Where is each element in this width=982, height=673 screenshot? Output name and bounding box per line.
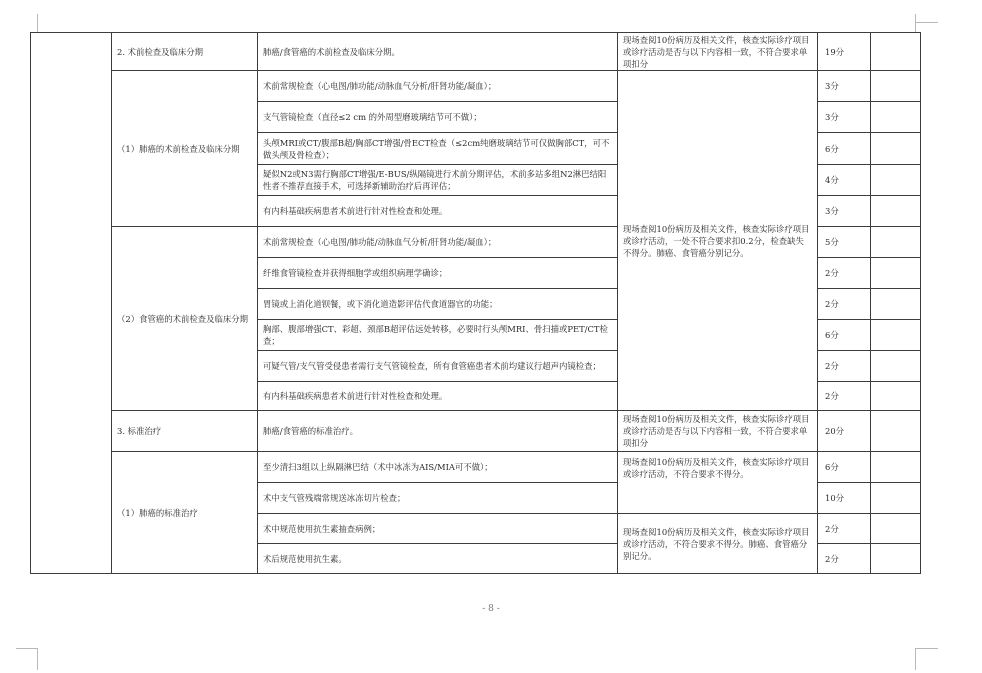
crop-mark-bottom-left-h: [16, 648, 38, 649]
remark-cell: [871, 483, 921, 514]
remark-cell: [871, 102, 921, 133]
score-cell: 2分: [818, 382, 871, 411]
score-cell: 6分: [818, 452, 871, 483]
score-cell: 5分: [818, 227, 871, 258]
crop-mark-top-right-h: [915, 14, 916, 32]
table-row: [31, 71, 921, 102]
score-cell: 6分: [818, 320, 871, 351]
table-row: [31, 452, 921, 483]
item-text: 纤维食管镜检查并获得细胞学或组织病理学确诊；: [258, 258, 618, 289]
item-text: 术后规范使用抗生素。: [258, 544, 618, 574]
remark-cell: [871, 196, 921, 227]
score-cell: 3分: [818, 102, 871, 133]
page-number: - 8 -: [482, 604, 500, 614]
section-item: 肺癌/食管癌的术前检查及临床分期。: [258, 33, 618, 71]
remark-cell: [871, 452, 921, 483]
remark-cell: [871, 544, 921, 574]
remark-cell: [871, 71, 921, 102]
remark-cell: [871, 165, 921, 196]
item-text: 可疑气管/支气管受侵患者需行支气管镜检查，所有食管癌患者术前均建议行超声内镜检查；: [258, 351, 618, 382]
item-text: 头颅MRI或CT/腹部B超/胸部CT增强/骨ECT检查（≤2cm纯磨玻璃结节可仅做胸部CT，可不做头颅及骨检查）；: [258, 133, 618, 165]
item-text: 术中支气管残端常规送冰冻切片检查；: [258, 483, 618, 514]
score-cell: 19分: [818, 33, 871, 71]
item-text: 至少清扫3组以上纵隔淋巴结（术中冰冻为AIS/MIA可不做）；: [258, 452, 618, 483]
item-text: 支气管镜检查（直径≤2 cm 的外周型磨玻璃结节可不做）；: [258, 102, 618, 133]
crop-mark-top-left-h: [37, 14, 38, 32]
table-row: [31, 411, 921, 452]
remark-cell: [871, 258, 921, 289]
score-cell: 2分: [818, 544, 871, 574]
score-cell: 2分: [818, 289, 871, 320]
section-item: 肺癌/食管癌的标准治疗。: [258, 411, 618, 452]
crop-mark-top-right-v: [916, 22, 938, 23]
crop-mark-bottom-right-v: [915, 648, 916, 670]
score-cell: 6分: [818, 133, 871, 165]
score-cell: 20分: [818, 411, 871, 452]
score-cell: 2分: [818, 514, 871, 544]
method-cell: 现场查阅10份病历及相关文件，核查实际诊疗项目或诊疗活动是否与以下内容相一致，不符合要求单项扣分: [618, 33, 818, 71]
remark-cell: [871, 227, 921, 258]
method-cell: 现场查阅10份病历及相关文件，核查实际诊疗项目或诊疗活动，不符合要求不得分。: [618, 452, 818, 514]
remark-cell: [871, 320, 921, 351]
method-cell: 现场查阅10份病历及相关文件，核查实际诊疗项目或诊疗活动，一处不符合要求扣0.2分，检查缺失不得分。肺癌、食管癌分别记分。: [618, 71, 818, 411]
item-text: 有内科基础疾病患者术前进行针对性检查和处理。: [258, 382, 618, 411]
item-text: 胃镜或上消化道钡餐，或下消化道造影评估代食道器官的功能；: [258, 289, 618, 320]
score-cell: 10分: [818, 483, 871, 514]
group-label: （1）肺癌的标准治疗: [112, 452, 258, 574]
item-text: 胸部、腹部增强CT、彩超、颈部B超评估远处转移，必要时行头颅MRI、骨扫描或PET/CT检查；: [258, 320, 618, 351]
score-cell: 3分: [818, 196, 871, 227]
score-cell: 2分: [818, 351, 871, 382]
section-label: 3. 标准治疗: [112, 411, 258, 452]
group-label: （2）食管癌的术前检查及临床分期: [112, 227, 258, 411]
section-label: 2. 术前检查及临床分期: [112, 33, 258, 71]
remark-cell: [871, 33, 921, 71]
table-row: [31, 33, 921, 71]
method-cell: 现场查阅10份病历及相关文件，核查实际诊疗项目或诊疗活动是否与以下内容相一致，不符合要求单项扣分: [618, 411, 818, 452]
remark-cell: [871, 514, 921, 544]
remark-cell: [871, 351, 921, 382]
score-cell: 4分: [818, 165, 871, 196]
method-cell: 现场查阅10份病历及相关文件，核查实际诊疗项目或诊疗活动，不符合要求不得分。肺癌、食管癌分别记分。: [618, 514, 818, 574]
remark-cell: [871, 133, 921, 165]
item-text: 有内科基础疾病患者术前进行针对性检查和处理。: [258, 196, 618, 227]
evaluation-table: [30, 32, 921, 574]
crop-mark-bottom-right-h: [916, 648, 938, 649]
category-cell: [31, 33, 112, 574]
remark-cell: [871, 382, 921, 411]
remark-cell: [871, 289, 921, 320]
group-label: （1）肺癌的术前检查及临床分期: [112, 71, 258, 227]
score-cell: 2分: [818, 258, 871, 289]
item-text: 术中规范使用抗生素抽查病例；: [258, 514, 618, 544]
score-cell: 3分: [818, 71, 871, 102]
item-text: 术前常规检查（心电图/肺功能/动脉血气分析/肝肾功能/凝血）；: [258, 71, 618, 102]
crop-mark-bottom-left-v: [37, 648, 38, 670]
remark-cell: [871, 411, 921, 452]
item-text: 疑似N2或N3需行胸部CT增强/E-BUS/纵隔镜进行术前分期评估，术前多站多组N2淋巴结阳性者不推荐直接手术，可选择新辅助治疗后再评估；: [258, 165, 618, 196]
item-text: 术前常规检查（心电图/肺功能/动脉血气分析/肝肾功能/凝血）；: [258, 227, 618, 258]
